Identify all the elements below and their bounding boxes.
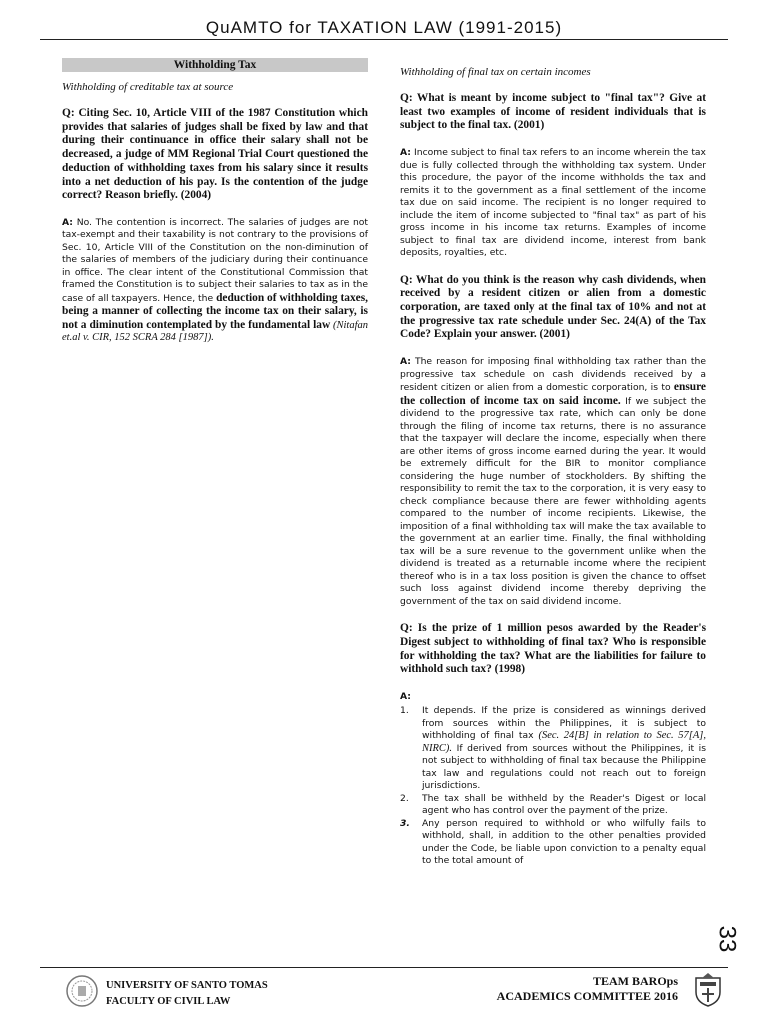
- footer-divider: [40, 967, 728, 968]
- footer-left: [106, 978, 268, 1010]
- answer-text: The reason for imposing final withholding tax rather than the progressive tax schedule on cash dividends received by a resident citizen or alien from a domestic corporation, is to: [400, 356, 706, 394]
- answer-text: No. The contention is incorrect. The salaries of judges are not tax-exempt and their taxability is not contrary to the provisions of Sec. 10, Article VIII of the Constitution on the non-diminution of the salaries of members of the judiciary during their continuance in office. The clear intent of the Constitutional Commission that framed the Constitution is to subject their salaries to tax as in the case of all taxpayers. Hence, the: [62, 216, 368, 304]
- question-2004: Q: Citing Sec. 10, Article VIII of the 1987 Constitution which provides that salaries of judges shall be fixed by law and that during their continuance in office their salary shall not be decreased, a judge of MM Regional Trial Court questioned the deduction of withholding taxes from his salary since it results into a net deduction of his pay. Is the contention of the judge correct? Reason briefly. (2004): [62, 107, 368, 202]
- header-divider: [40, 39, 728, 40]
- list-number: 3.: [400, 817, 410, 829]
- list-text-cont: If derived from sources without the Philippines, it is not subject to withholding of final tax because the Philippine tax law and regulations could not reach out to foreign jurisdictions.: [422, 742, 706, 792]
- faculty-crest-icon: [692, 972, 724, 1008]
- answer-citation: (Nitafan et.al v. CIR, 152 SCRA 284 [1987]).: [62, 319, 368, 344]
- question-1998: Q: Is the prize of 1 million pesos awarded by the Reader's Digest subject to withholding of final tax? Who is responsible for withholding the tax? What are the liabilities for failure to withhold such tax? (1998): [400, 622, 706, 676]
- answer-1998-list: [400, 705, 706, 868]
- page-number: 33: [713, 925, 741, 953]
- footer-right: [497, 974, 678, 1004]
- answer-label: A:: [400, 147, 411, 159]
- answer-emphasis: deduction of withholding taxes, being a manner of collecting the income tax on their salary, is not a diminution contemplated by the fundamental law: [62, 291, 368, 331]
- answer-2001-a: [400, 147, 706, 260]
- right-column: [400, 58, 706, 868]
- list-citation: (Sec. 24[B] in relation to Sec. 57[A], NIRC).: [422, 730, 706, 754]
- footer-university: UNIVERSITY OF SANTO TOMAS: [106, 980, 268, 991]
- answer-text-cont: If we subject the dividend to the progressive tax rate, which can only be done through the filing of income tax returns, there is no assurance that the taxpayer will declare the income, especially when there are other items of gross income earned during the year. It would be extremely difficult for the BIR to monitor compliance considering the huge number of stockholders. By shifting the responsibility to remit the tax to the corporation, it is very easy to check compliance because there are fewer withholding agents compared to the number of income recipients. Likewise, the imposition of a final withholding tax will make the tax available to the government at an earlier time. Finally, the final withholding tax will be a sure revenue to the government unlike when the dividend is treated as a returnable income where the recipient thereof who is in a tax loss position is given the chance to offset such loss against dividend income thereby depriving the government of the tax on said dividend income.: [400, 395, 706, 607]
- list-item: [400, 818, 706, 868]
- subheading-creditable: Withholding of creditable tax at source: [62, 81, 234, 93]
- answer-emphasis: ensure the collection of income tax on said income.: [400, 381, 706, 407]
- answer-2004: [62, 217, 368, 345]
- list-number: 1.: [400, 705, 409, 717]
- list-item: [400, 705, 706, 793]
- page-header-title: QuAMTO for TAXATION LAW (1991-2015): [205, 18, 563, 37]
- list-item: [400, 793, 706, 818]
- answer-2001-b: [400, 356, 706, 608]
- answer-text: Income subject to final tax refers to an income wherein the tax due is fully collected through the withholding tax system. Under this procedure, the payor of the income withholds the tax and remits it to the government as a final settlement of the income tax due on said income. The recipient is no longer required to include the item of income subjected to "final tax" as part of his gross income in his income tax returns. Examples of income subject to final tax are dividend income, interest from bank deposits, royalties, etc.: [400, 147, 706, 259]
- footer-committee: ACADEMICS COMMITTEE 2016: [496, 989, 678, 1003]
- answer-1998: [400, 691, 706, 704]
- subheading-final-tax: Withholding of final tax on certain incomes: [400, 66, 591, 78]
- list-text: The tax shall be withheld by the Reader's Digest or local agent who has control over the payment of the prize.: [422, 792, 706, 817]
- footer-faculty: FACULTY OF CIVIL LAW: [106, 996, 231, 1007]
- question-2001-b: Q: What do you think is the reason why cash dividends, when received by a resident citizen or alien from a domestic corporation, are taxed only at the final tax of 10% and not at the progressive tax rate schedule under Sec. 24(A) of the Tax Code? Explain your answer. (2001): [400, 273, 706, 341]
- list-number: 2.: [400, 792, 409, 804]
- section-title: Withholding Tax: [62, 58, 368, 72]
- answer-label: A:: [62, 216, 73, 228]
- answer-label: A:: [400, 356, 411, 368]
- list-text: Any person required to withhold or who wilfully fails to withhold, shall, in addition to the other penalties provided under the Code, be liable upon conviction to a penalty equal to the total amount of: [422, 817, 706, 867]
- list-text: It depends. If the prize is considered as winnings derived from sources within the Philippines, it is subject to withholding of final tax: [422, 705, 706, 742]
- university-seal-icon: [66, 975, 98, 1007]
- left-column: [62, 58, 368, 359]
- footer-team: TEAM BAROps: [592, 974, 678, 988]
- answer-label: A:: [400, 690, 411, 702]
- question-2001-a: Q: What is meant by income subject to "final tax"? Give at least two examples of income of resident individuals that is subject to the final tax. (2001): [400, 92, 706, 132]
